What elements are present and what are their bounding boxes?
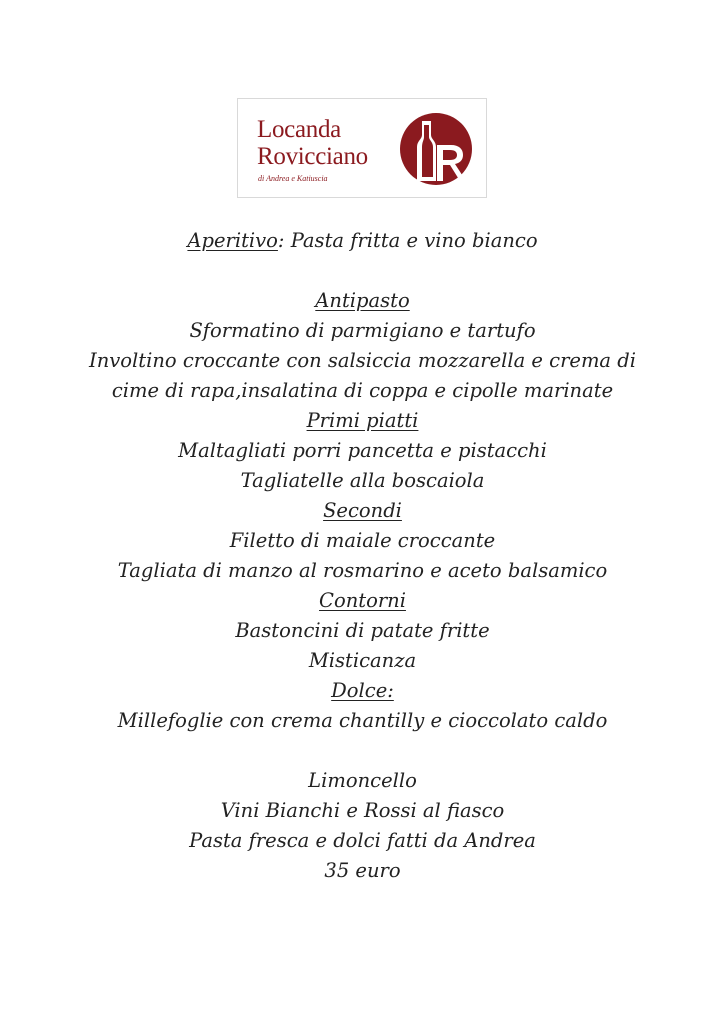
menu-item: cime di rapa,insalatina di coppa e cipolle marinate [111,379,614,402]
menu-item: Involtino croccante con salsiccia mozzarella e crema di [89,349,636,372]
aperitivo-label: Aperitivo [187,229,278,252]
footer-line: Limoncello [308,769,417,792]
menu-item: Bastoncini di patate fritte [235,619,490,642]
menu-item: Millefoglie con crema chantilly e cioccolato caldo [117,709,608,732]
logo-subtitle: di Andrea e Katiuscia [258,174,328,183]
logo-name-line2: Rovicciano [257,143,368,170]
restaurant-logo [237,98,487,198]
section-title-primi: Primi piatti [306,409,419,432]
menu-item: Tagliata di manzo al rosmarino e aceto balsamico [117,559,608,582]
logo-name-line1: Locanda [257,116,341,143]
menu-item: Sformatino di parmigiano e tartufo [189,319,536,342]
menu-item: Misticanza [308,649,417,672]
price: 35 euro [324,859,401,882]
section-title-contorni: Contorni [319,589,406,612]
wine-bottle-emblem-icon [400,111,472,187]
section-title-secondi: Secondi [323,499,402,522]
footer-line: Vini Bianchi e Rossi al fiasco [220,799,505,822]
menu-item: Tagliatelle alla boscaiola [240,469,485,492]
aperitivo-line [0,226,725,256]
aperitivo-text: : Pasta fritta e vino bianco [277,229,538,252]
section-title-dolce: Dolce: [331,679,394,702]
menu-item: Maltagliati porri pancetta e pistacchi [178,439,547,462]
footer-line: Pasta fresca e dolci fatti da Andrea [189,829,536,852]
section-title-antipasto: Antipasto [315,289,410,312]
menu-body [0,226,725,886]
menu-item: Filetto di maiale croccante [229,529,496,552]
